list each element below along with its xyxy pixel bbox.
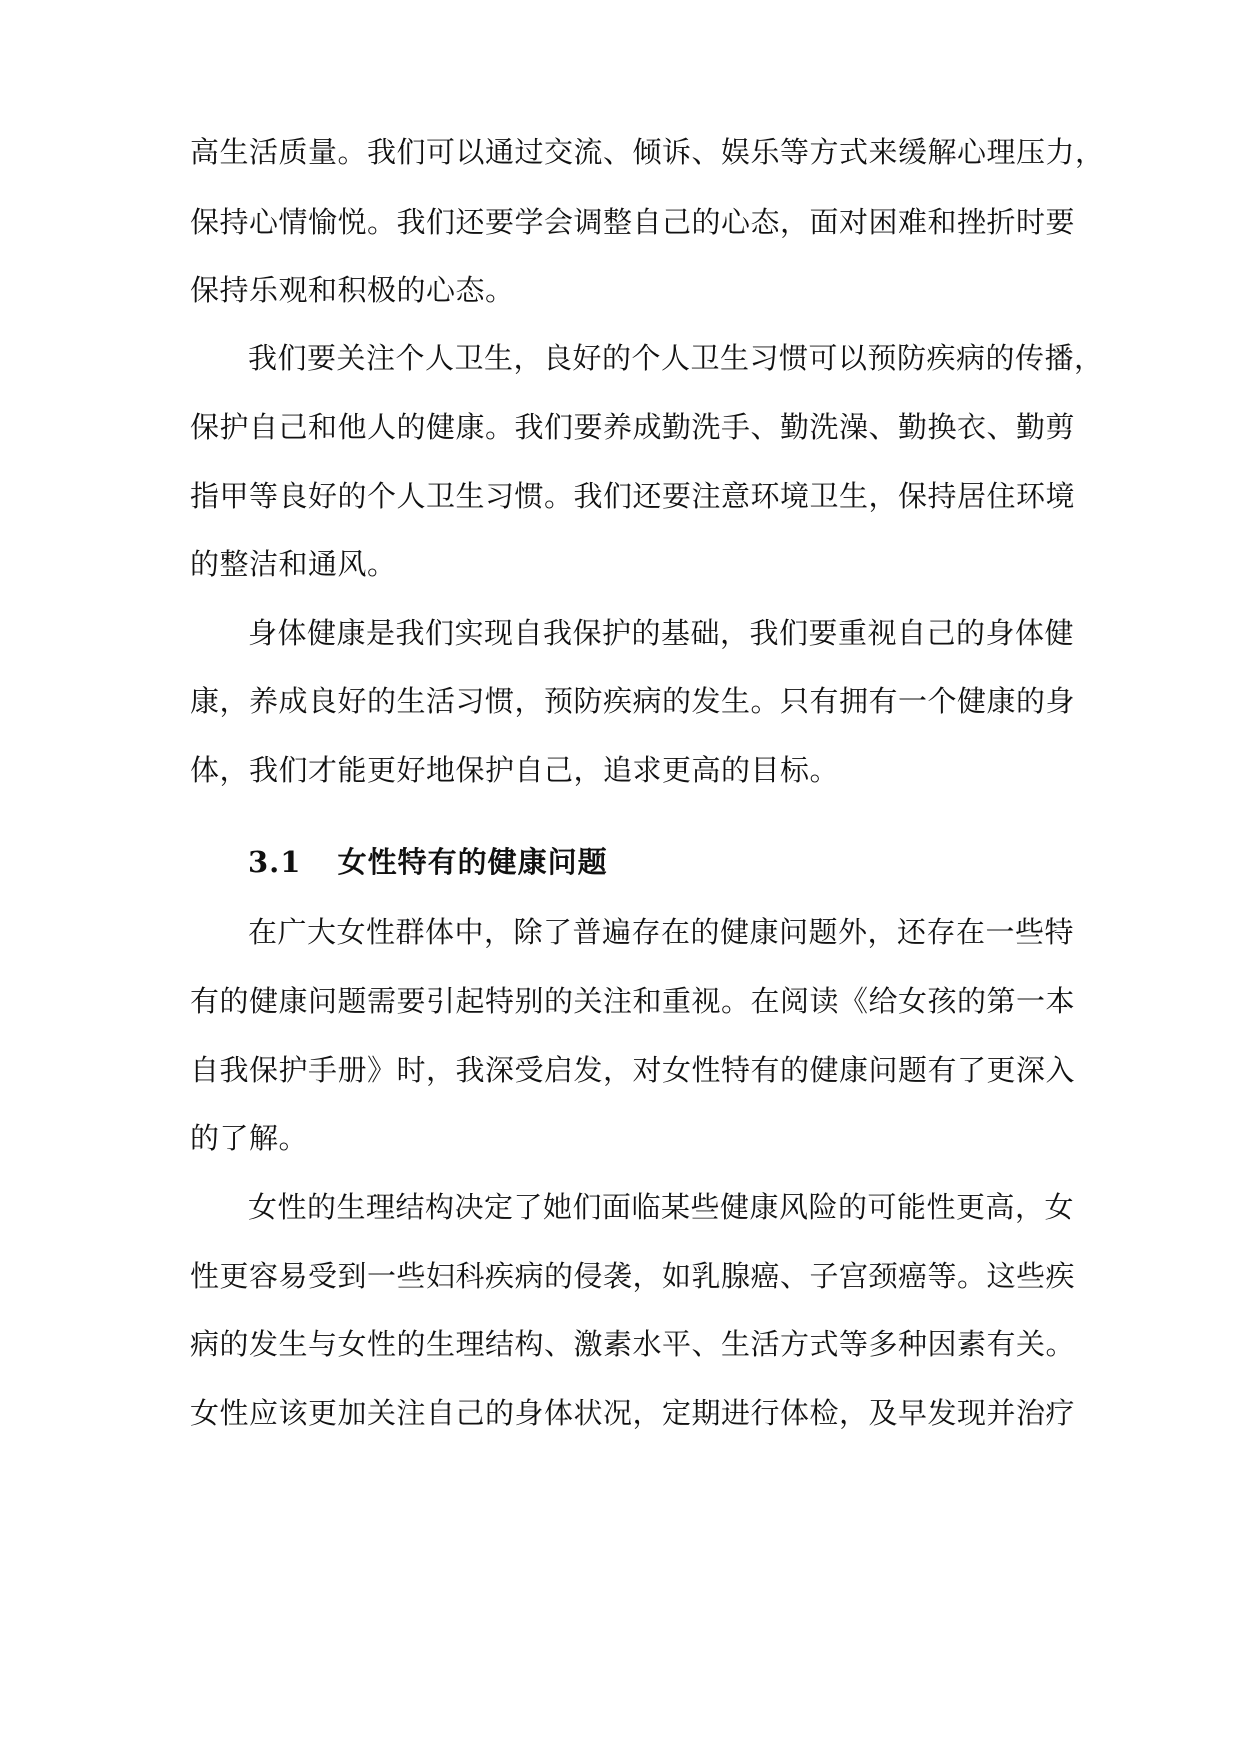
paragraph-3-line-2: 康，养成良好的生活习惯，预防疾病的发生。只有拥有一个健康的身 — [190, 684, 1076, 718]
paragraph-2-line-2: 保护自己和他人的健康。我们要养成勤洗手、勤洗澡、勤换衣、勤剪 — [190, 410, 1076, 444]
paragraph-1-line-2: 保持心情愉悦。我们还要学会调整自己的心态，面对困难和挫折时要 — [190, 205, 1076, 239]
section-number: 3.1 — [248, 845, 302, 879]
paragraph-2-line-3: 指甲等良好的个人卫生习惯。我们还要注意环境卫生，保持居住环境 — [190, 479, 1076, 513]
paragraph-2-line-4: 的整洁和通风。 — [190, 547, 397, 581]
paragraph-4-line-2: 有的健康问题需要引起特别的关注和重视。在阅读《给女孩的第一本 — [190, 984, 1076, 1018]
paragraph-5-line-1: 女性的生理结构决定了她们面临某些健康风险的可能性更高，女 — [248, 1190, 1075, 1224]
paragraph-1-line-1: 高生活质量。我们可以通过交流、倾诉、娱乐等方式来缓解心理压力， — [190, 135, 1105, 169]
paragraph-2-line-1: 我们要关注个人卫生，良好的个人卫生习惯可以预防疾病的传播， — [248, 341, 1104, 375]
paragraph-4-line-4: 的了解。 — [190, 1121, 309, 1155]
paragraph-3-line-1: 身体健康是我们实现自我保护的基础，我们要重视自己的身体健 — [248, 616, 1075, 650]
section-title: 女性特有的健康问题 — [337, 845, 608, 879]
paragraph-5-line-2: 性更容易受到一些妇科疾病的侵袭，如乳腺癌、子宫颈癌等。这些疾 — [190, 1259, 1076, 1293]
section-heading — [248, 840, 1048, 884]
paragraph-3-line-3: 体，我们才能更好地保护自己，追求更高的目标。 — [190, 753, 840, 787]
paragraph-5-line-3: 病的发生与女性的生理结构、激素水平、生活方式等多种因素有关。 — [190, 1327, 1076, 1361]
paragraph-4-line-1: 在广大女性群体中，除了普遍存在的健康问题外，还存在一些特 — [248, 915, 1075, 949]
paragraph-1-line-3: 保持乐观和积极的心态。 — [190, 273, 515, 307]
paragraph-4-line-3: 自我保护手册》时，我深受启发，对女性特有的健康问题有了更深入 — [190, 1053, 1076, 1087]
paragraph-5-line-4: 女性应该更加关注自己的身体状况，定期进行体检，及早发现并治疗 — [190, 1396, 1076, 1430]
